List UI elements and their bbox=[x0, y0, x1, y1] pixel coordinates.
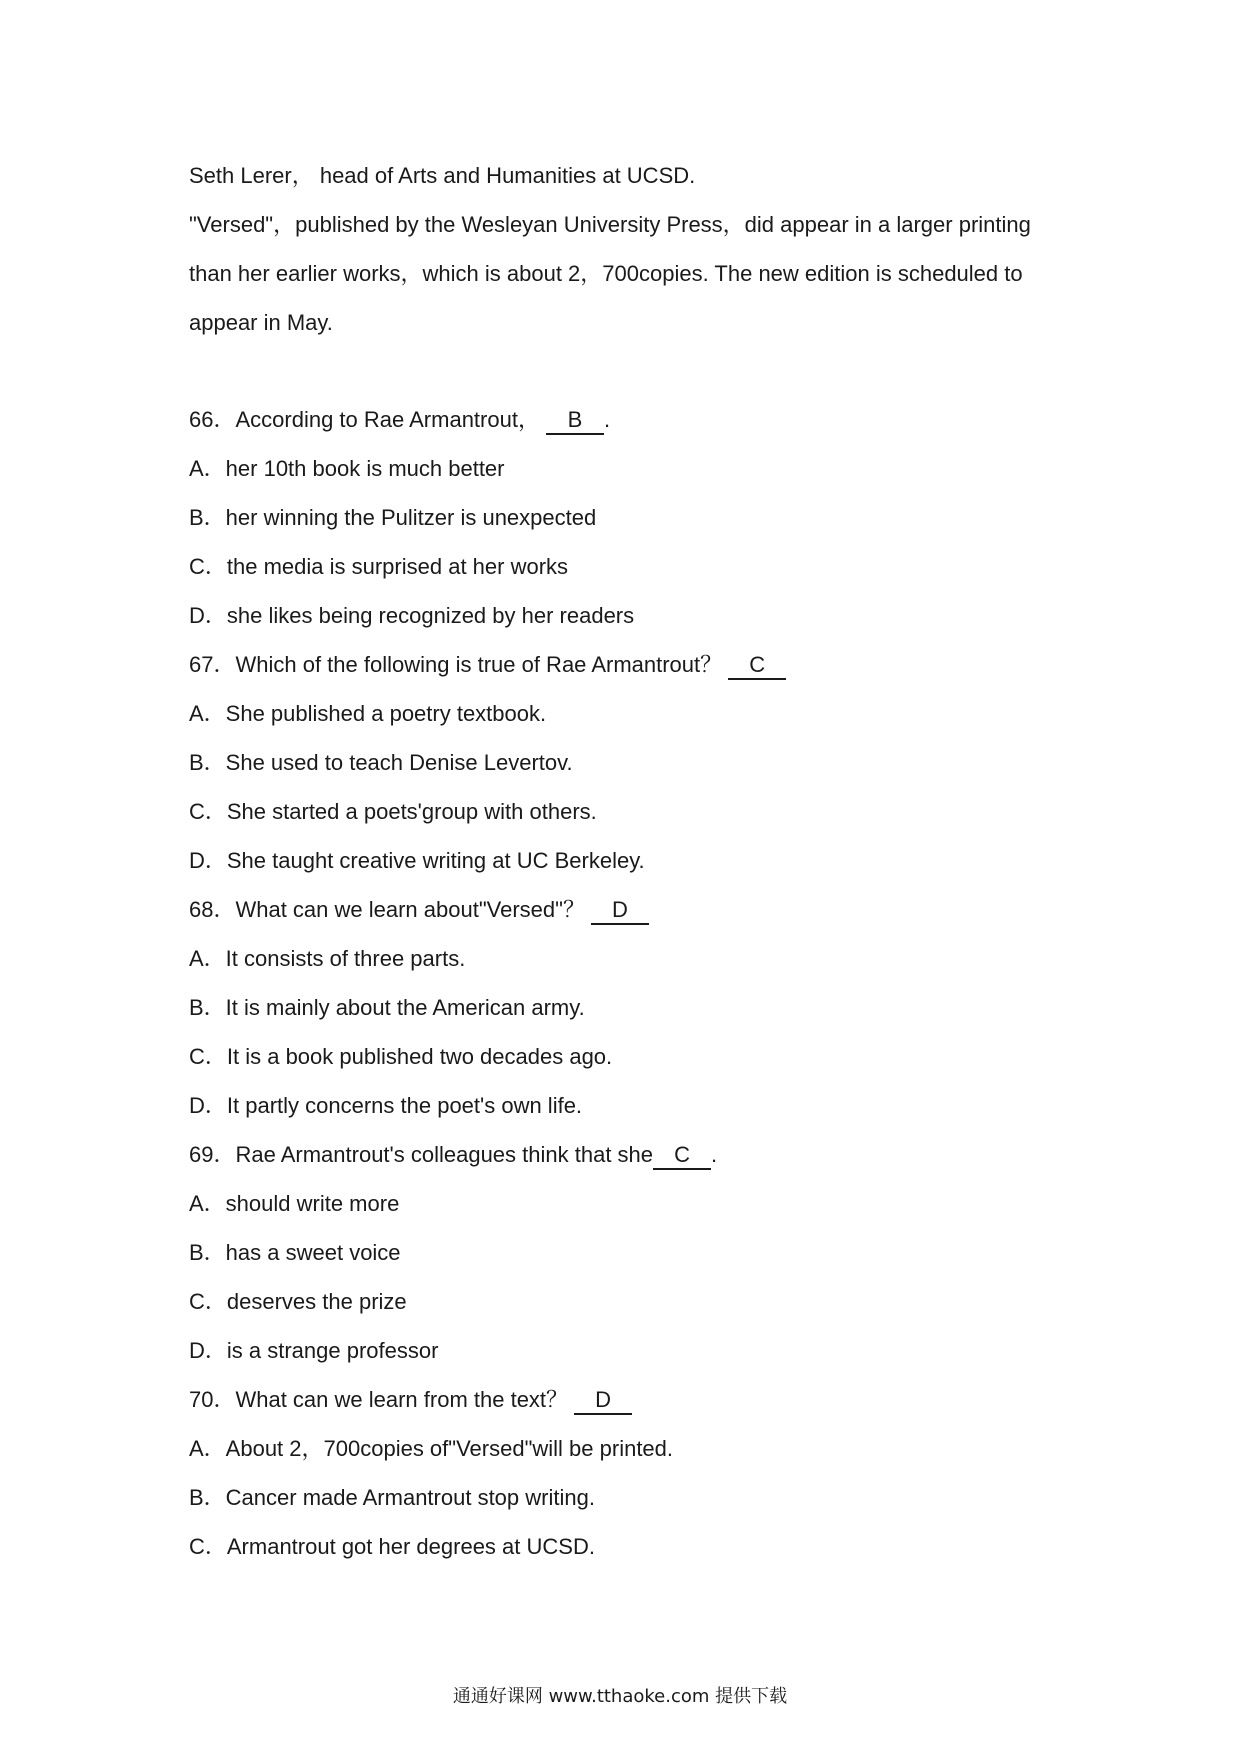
option-c: C．the media is surprised at her works bbox=[189, 554, 569, 579]
question-tail: . bbox=[711, 1142, 718, 1167]
answer-blank: D bbox=[591, 897, 649, 925]
option-b: B．has a sweet voice bbox=[189, 1240, 401, 1265]
option-b: B．Cancer made Armantrout stop writing. bbox=[189, 1485, 595, 1510]
option-a: A．She published a poetry textbook. bbox=[189, 701, 547, 726]
question-66 bbox=[189, 405, 610, 435]
question-stem: 68．What can we learn about"Versed"？ bbox=[189, 897, 585, 922]
question-stem: 69．Rae Armantrout's colleagues think that she bbox=[189, 1142, 654, 1167]
question-stem: 66．According to Rae Armantrout， bbox=[189, 407, 540, 432]
question-69 bbox=[189, 1140, 717, 1170]
passage-line: "Versed"，published by the Wesleyan University Press，did appear in a larger printing bbox=[189, 212, 1031, 237]
option-b: B．It is mainly about the American army. bbox=[189, 995, 585, 1020]
option-b: B．her winning the Pulitzer is unexpected bbox=[189, 505, 597, 530]
question-stem: 67．Which of the following is true of Rae Armantrout？ bbox=[189, 652, 723, 677]
option-d: D．she likes being recognized by her readers bbox=[189, 603, 635, 628]
question-stem: 70．What can we learn from the text？ bbox=[189, 1387, 569, 1412]
option-b: B．She used to teach Denise Levertov. bbox=[189, 750, 573, 775]
question-70 bbox=[189, 1385, 632, 1415]
option-d: D．is a strange professor bbox=[189, 1338, 439, 1363]
option-a: A．should write more bbox=[189, 1191, 400, 1216]
question-67 bbox=[189, 650, 786, 680]
option-c: C．Armantrout got her degrees at UCSD. bbox=[189, 1534, 595, 1559]
passage-line: Seth Lerer， head of Arts and Humanities at UCSD. bbox=[189, 163, 696, 188]
answer-blank: C bbox=[728, 652, 786, 680]
option-c: C．It is a book published two decades ago. bbox=[189, 1044, 613, 1069]
option-d: D．It partly concerns the poet's own life. bbox=[189, 1093, 583, 1118]
option-d: D．She taught creative writing at UC Berkeley. bbox=[189, 848, 645, 873]
passage-line: than her earlier works，which is about 2，700copies. The new edition is scheduled to bbox=[189, 261, 1023, 286]
option-a: A．her 10th book is much better bbox=[189, 456, 505, 481]
answer-blank: B bbox=[546, 407, 604, 435]
answer-blank: C bbox=[653, 1142, 711, 1170]
answer-blank: D bbox=[574, 1387, 632, 1415]
page-footer: 通通好课网 www.tthaoke.com 提供下载 bbox=[452, 1686, 788, 1707]
option-c: C．She started a poets'group with others. bbox=[189, 799, 597, 824]
question-68 bbox=[189, 895, 649, 925]
option-c: C．deserves the prize bbox=[189, 1289, 407, 1314]
option-a: A．About 2，700copies of"Versed"will be printed. bbox=[189, 1436, 674, 1461]
passage-line: appear in May. bbox=[189, 310, 333, 335]
option-a: A．It consists of three parts. bbox=[189, 946, 466, 971]
question-tail: . bbox=[603, 407, 611, 432]
